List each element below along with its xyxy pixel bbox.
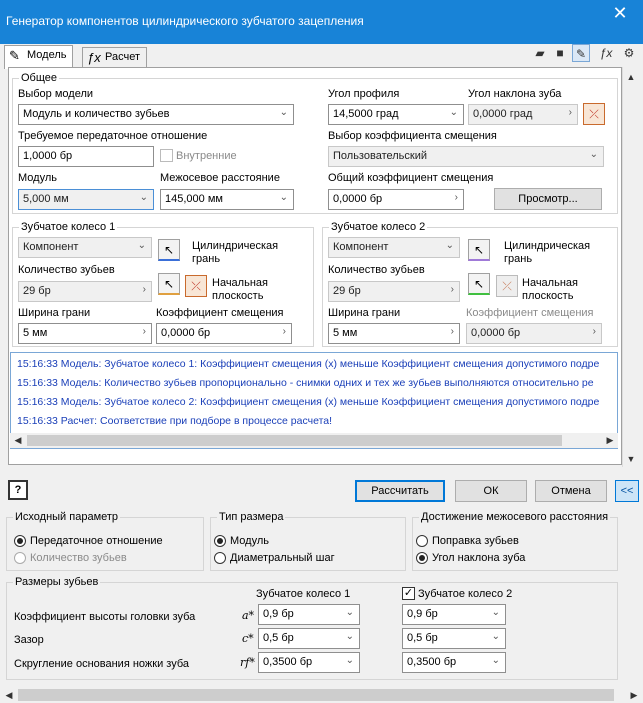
gear2-start-plane-label: Начальная плоскость: [522, 277, 578, 302]
ok-button[interactable]: ОК: [455, 480, 527, 502]
general-legend: Общее: [21, 72, 58, 84]
gear2-shift-label: Коэффициент смещения: [466, 307, 594, 319]
center-achieve-legend: Достижение межосевого расстояния: [421, 511, 609, 523]
gear2-plane-pick-icon[interactable]: ↖: [468, 273, 490, 295]
gear2-cyl-face-label: Цилиндрическая грань: [504, 240, 591, 265]
message-line: 15:16:33 Модель: Зубчатое колесо 2: Коэффициент смещения (x) меньше Коэффициент смещения допустимого подре: [17, 396, 600, 408]
chevron-down-icon: ⌄: [445, 240, 454, 251]
helix-angle-radio[interactable]: [416, 552, 428, 564]
tab-model[interactable]: [4, 45, 73, 69]
center-distance-label: Межосевое расстояние: [160, 172, 280, 184]
ratio-label: Требуемое передаточное отношение: [18, 130, 208, 142]
gear1-teeth-value: 29 бр: [23, 285, 51, 297]
message-line: 15:16:33 Модель: Зубчатое колесо 1: Коэффициент смещения (x) меньше Коэффициент смещения допустимого подре: [17, 358, 600, 370]
gear1-width-value: 5 мм: [23, 327, 48, 339]
chevron-down-icon: ⌄: [345, 631, 354, 642]
teeth-correction-radio[interactable]: [416, 535, 428, 547]
gear2-teeth-value: 29 бр: [333, 285, 361, 297]
gear1-teeth-input[interactable]: [18, 281, 152, 302]
helix-angle-radio-label: Угол наклона зуба: [432, 552, 526, 564]
helix-angle-value: 0,0000 град: [473, 108, 533, 120]
gear2-teeth-input[interactable]: [328, 281, 460, 302]
teeth-correction-radio-label: Поправка зубьев: [432, 535, 519, 547]
tab-model-label: Модель: [27, 49, 67, 61]
addendum-gear2-value: 0,9 бр: [407, 608, 438, 620]
tooth-sizes-legend: Размеры зубьев: [15, 576, 99, 588]
gear1-width-input[interactable]: [18, 323, 152, 344]
collapse-button[interactable]: <<: [615, 480, 639, 502]
total-shift-value: 0,0000 бр: [333, 193, 383, 205]
module-radio-label: Модуль: [230, 535, 269, 547]
cancel-button[interactable]: Отмена: [535, 480, 607, 502]
chevron-right-icon: ›: [454, 192, 458, 203]
chevron-down-icon: ⌄: [137, 240, 146, 251]
ratio-radio-label: Передаточное отношение: [30, 535, 163, 547]
calculate-button[interactable]: Рассчитать: [355, 480, 445, 502]
teeth-count-radio-label: Количество зубьев: [30, 552, 127, 564]
scroll-left-icon[interactable]: ◀: [14, 435, 22, 445]
tooth-col1-header: Зубчатое колесо 1: [256, 588, 351, 600]
root-fillet-label: Скругление основания ножки зуба: [14, 658, 189, 670]
teeth-count-radio[interactable]: [14, 552, 26, 564]
module-label: Модуль: [18, 172, 57, 184]
addendum-gear1-value: 0,9 бр: [263, 608, 294, 620]
chevron-down-icon: ⌄: [279, 107, 288, 118]
addendum-label: Коэффициент высоты головки зуба: [14, 611, 196, 623]
pressure-angle-label: Угол профиля: [328, 88, 400, 100]
addendum-gear2-input[interactable]: [402, 604, 506, 625]
clearance-gear1-input[interactable]: [258, 628, 360, 649]
gear2-shift-value: 0,0000 бр: [471, 327, 521, 339]
preview-button[interactable]: Просмотр...: [494, 188, 602, 210]
module-input[interactable]: [18, 189, 154, 210]
help-button[interactable]: ?: [8, 480, 28, 500]
window-title: Генератор компонентов цилиндрического зубчатого зацепления: [6, 14, 364, 28]
center-distance-value: 145,000 мм: [165, 193, 223, 205]
gear1-cyl-face-label: Цилиндрическая грань: [192, 240, 279, 265]
scroll-down-icon[interactable]: ▼: [626, 454, 636, 464]
input-param-legend: Исходный параметр: [15, 511, 119, 523]
root-fillet-gear1-input[interactable]: [258, 652, 360, 673]
clearance-symbol: c*: [242, 632, 254, 645]
ratio-radio[interactable]: [14, 535, 26, 547]
ratio-input[interactable]: [18, 146, 154, 167]
calc-view-icon[interactable]: ƒx: [599, 46, 613, 60]
gear1-shift-label: Коэффициент смещения: [156, 307, 284, 319]
diametral-pitch-radio[interactable]: [214, 552, 226, 564]
pressure-angle-input[interactable]: [328, 104, 464, 125]
module-radio[interactable]: [214, 535, 226, 547]
chevron-right-icon: ›: [592, 326, 596, 337]
clearance-gear2-value: 0,5 бр: [407, 632, 438, 644]
message-line: 15:16:33 Модель: Количество зубьев пропорционально - снимки одних и тех же зубьев выполняются относительно ре: [17, 377, 594, 389]
message-horizontal-scrollbar[interactable]: [10, 433, 618, 448]
pressure-angle-value: 14,5000 град: [333, 108, 399, 120]
center-distance-input[interactable]: [160, 189, 294, 210]
clearance-gear1-value: 0,5 бр: [263, 632, 294, 644]
clearance-gear2-input[interactable]: [402, 628, 506, 649]
scroll-left-icon[interactable]: ◀: [5, 690, 13, 700]
gear2-plane-flip-icon[interactable]: ⤫: [496, 275, 518, 297]
gear2-width-label: Ширина грани: [328, 307, 401, 319]
scroll-thumb[interactable]: [18, 689, 614, 701]
chevron-right-icon: ›: [568, 107, 572, 118]
chevron-down-icon: ⌄: [279, 192, 288, 203]
scroll-right-icon[interactable]: ▶: [606, 435, 614, 445]
diametral-pitch-radio-label: Диаметральный шаг: [230, 552, 335, 564]
model-select[interactable]: [18, 104, 294, 125]
addendum-gear1-input[interactable]: [258, 604, 360, 625]
chevron-down-icon: ⌄: [139, 192, 148, 203]
gear1-type-value: Компонент: [23, 241, 79, 253]
internal-label: Внутренние: [176, 150, 237, 162]
gear1-shift-input[interactable]: [156, 323, 292, 344]
gear1-start-plane-label: Начальная плоскость: [212, 277, 268, 302]
scroll-thumb[interactable]: [27, 435, 562, 446]
gear2-legend: Зубчатое колесо 2: [331, 221, 426, 233]
gear2-cyl-face-pick-icon[interactable]: ↖: [468, 239, 490, 261]
helix-angle-input[interactable]: [468, 104, 578, 125]
gear1-plane-pick-icon[interactable]: ↖: [158, 273, 180, 295]
gear1-teeth-label: Количество зубьев: [18, 264, 115, 276]
ratio-value: 1,0000 бр: [23, 150, 73, 162]
size-type-legend: Тип размера: [219, 511, 284, 523]
gear1-legend: Зубчатое колесо 1: [21, 221, 116, 233]
total-shift-label: Общий коэффициент смещения: [328, 172, 494, 184]
scroll-up-icon[interactable]: ▲: [626, 72, 636, 82]
chevron-right-icon: ›: [282, 326, 286, 337]
close-icon[interactable]: ✕: [597, 0, 643, 30]
gear2-width-value: 5 мм: [333, 327, 358, 339]
vertical-scrollbar[interactable]: [622, 67, 639, 467]
gear2-teeth-label: Количество зубьев: [328, 264, 425, 276]
root-fillet-gear1-value: 0,3500 бр: [263, 656, 313, 668]
fx-tab-icon: ƒx: [87, 50, 101, 65]
chevron-down-icon: ⌄: [345, 655, 354, 666]
root-fillet-symbol: rf*: [240, 656, 255, 669]
tooth-col2-header: Зубчатое колесо 2: [418, 588, 513, 600]
clearance-label: Зазор: [14, 634, 44, 646]
module-value: 5,000 мм: [23, 193, 69, 205]
open-folder-icon[interactable]: ▰: [535, 46, 545, 60]
gear2-tooth-checkbox[interactable]: ✓: [403, 587, 414, 599]
chevron-right-icon: ›: [450, 284, 454, 295]
model-select-value: Модуль и количество зубьев: [23, 108, 170, 120]
gear1-type-select[interactable]: [18, 237, 152, 258]
gear2-type-value: Компонент: [333, 241, 389, 253]
gear1-cyl-face-pick-icon[interactable]: ↖: [158, 239, 180, 261]
tab-calculation-label: Расчет: [105, 51, 140, 63]
message-line: 15:16:33 Расчет: Соответствие при подборе в процессе расчета!: [17, 415, 333, 427]
chevron-down-icon: ⌄: [589, 149, 598, 160]
tab-calculation[interactable]: [82, 47, 147, 69]
root-fillet-gear2-value: 0,3500 бр: [407, 656, 457, 668]
gear1-shift-value: 0,0000 бр: [161, 327, 211, 339]
chevron-down-icon: ⌄: [345, 607, 354, 618]
model-view-icon[interactable]: ✎: [572, 44, 590, 62]
save-icon[interactable]: ■: [556, 46, 564, 60]
chevron-down-icon: ⌄: [491, 607, 500, 618]
bottom-horizontal-scrollbar[interactable]: [0, 687, 643, 703]
addendum-symbol: a*: [242, 609, 255, 622]
model-select-label: Выбор модели: [18, 88, 94, 100]
gear-settings-icon[interactable]: ⚙: [623, 46, 635, 60]
chevron-down-icon: ⌄: [491, 631, 500, 642]
gear1-plane-flip-icon[interactable]: ⤫: [185, 275, 207, 297]
helix-angle-label: Угол наклона зуба: [468, 88, 562, 100]
chevron-down-icon: ⌄: [449, 107, 458, 118]
gear2-width-input[interactable]: [328, 323, 460, 344]
chevron-down-icon: ⌄: [491, 655, 500, 666]
scroll-right-icon[interactable]: ▶: [630, 690, 638, 700]
gear1-width-label: Ширина грани: [18, 307, 91, 319]
chevron-right-icon: ›: [142, 326, 146, 337]
model-tab-icon: ✎: [9, 48, 20, 63]
total-shift-input[interactable]: [328, 189, 464, 210]
gear2-type-select[interactable]: [328, 237, 460, 258]
gear2-shift-input[interactable]: [466, 323, 602, 344]
chevron-right-icon: ›: [450, 326, 454, 337]
shift-choice-select[interactable]: [328, 146, 604, 167]
helix-pick-icon[interactable]: ⤫: [583, 103, 605, 125]
root-fillet-gear2-input[interactable]: [402, 652, 506, 673]
title-bar: [0, 0, 643, 44]
internal-checkbox[interactable]: [160, 149, 173, 162]
shift-choice-label: Выбор коэффициента смещения: [328, 130, 497, 142]
chevron-right-icon: ›: [142, 284, 146, 295]
shift-choice-value: Пользовательский: [333, 150, 427, 162]
